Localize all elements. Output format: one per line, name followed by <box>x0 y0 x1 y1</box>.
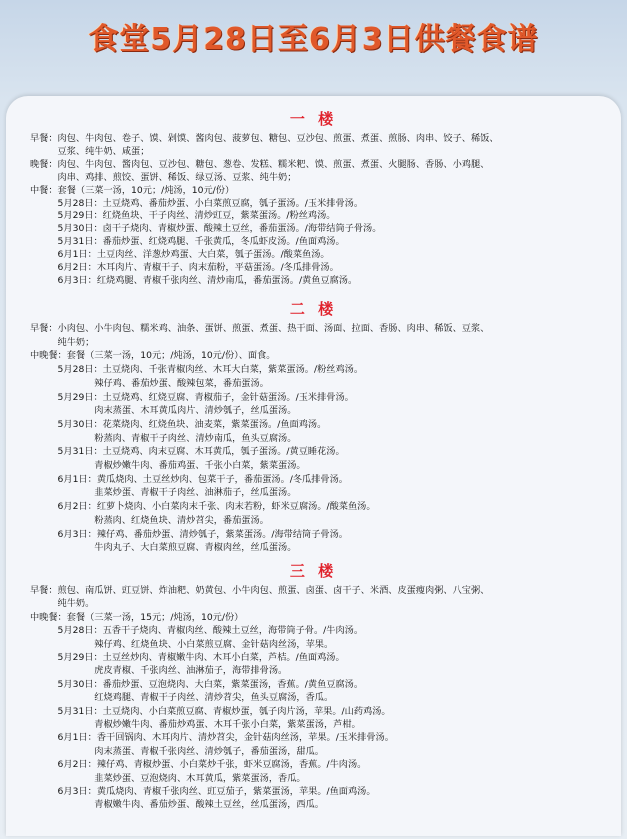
menu-line: 6月3日：辣仔鸡、番茄炒蛋、清炒瓠子，紫菜蛋汤。/海带结筒子骨汤。 <box>30 528 348 540</box>
menu-line: 青椒炒嫩牛肉、番茄炒鸡蛋、木耳千张小白菜，紫菜蛋汤，芦柑。 <box>30 719 361 730</box>
menu-line: 6月1日：土豆肉丝、洋葱炒鸡蛋、大白菜，瓠子蛋汤。/酸菜鱼汤。 <box>30 249 330 261</box>
menu-line: 5月29日：土豆烧鸡、红烧豆腐、青椒茄子，金针菇蛋汤。/玉米排骨汤。 <box>30 391 354 403</box>
menu-line: 6月3日：黄瓜烧肉、青椒千张肉丝、豇豆茄子，紫菜蛋汤，苹果。/鱼面鸡汤。 <box>30 786 376 797</box>
menu-line: 纯牛奶； <box>30 336 95 348</box>
menu-line: 6月2日：木耳肉片、青椒干子、肉末茄粉，平菇蛋汤。/冬瓜排骨汤。 <box>30 262 339 273</box>
menu-line: 5月28日：土豆烧肉、千张青椒肉丝、木耳大白菜，紫菜蛋汤。/粉丝鸡汤。 <box>30 364 364 376</box>
menu-line: 6月1日：香干回锅肉、木耳肉片、清炒苕尖，金针菇肉丝汤，苹果。/玉米排骨汤。 <box>30 732 394 744</box>
menu-line: 早餐：肉包、牛肉包、卷子、馍、剁馍、酱肉包、菠萝包、糖包、豆沙包、煎蛋、煮蛋、煎肠、肉串、饺子、稀饭、 <box>30 133 499 144</box>
floor-1-heading: 一 楼 <box>289 110 338 128</box>
menu-line: 5月29日：土豆丝炒肉、青椒嫩牛肉、木耳小白菜，芦桔。/鱼面鸡汤。 <box>30 652 345 663</box>
menu-line: 早餐：煎包、南瓜饼、豇豆饼、炸油粑、奶黄包、小牛肉包、煎蛋、卤蛋、卤干子、米酒、皮蛋瘦肉粥、八宝粥、 <box>30 585 490 596</box>
menu-line: 肉末蒸蛋、木耳黄瓜肉片、清炒瓠子，丝瓜蛋汤。 <box>30 405 297 417</box>
menu-line: 豆浆、纯牛奶、咸蛋； <box>30 145 150 157</box>
menu-line: 5月28日：五香干子烧肉、青椒肉丝、酸辣土豆丝，海带筒子骨。/牛肉汤。 <box>30 625 364 637</box>
menu-line: 6月1日：黄瓜烧肉、土豆丝炒肉、包菜干子，番茄蛋汤。/冬瓜排骨汤。 <box>30 473 348 485</box>
menu-line: 中晚餐：套餐（三菜一汤，10元；/炖汤，10元/份）、面食。 <box>30 350 276 362</box>
menu-line: 5月30日：番茄炒蛋、豆泡烧肉、大白菜，紫菜蛋汤，香蕉。/黄鱼豆腐汤。 <box>30 678 364 690</box>
floor-3-heading: 三 楼 <box>289 562 338 580</box>
menu-line: 5月30日：卤干子烧肉、青椒炒蛋、酸辣土豆丝，番茄蛋汤。/海带结筒子骨汤。 <box>30 223 382 235</box>
menu-line: 红烧鸡腿、青椒干子肉丝、清炒苕尖，鱼头豆腐汤，香瓜。 <box>30 692 334 704</box>
menu-line: 韭菜炒蛋、豆泡烧肉、木耳黄瓜，紫菜蛋汤，香瓜。 <box>30 772 306 784</box>
menu-line: 5月31日：番茄炒蛋、红烧鸡腿、千张黄瓜，冬瓜虾皮汤。/鱼面鸡汤。 <box>30 236 345 248</box>
menu-line: 5月31日：土豆烧鸡、肉末豆腐、木耳黄瓜，瓠子蛋汤。/黄豆睡花汤。 <box>30 446 345 458</box>
menu-line: 青椒嫩牛肉、番茄炒蛋、酸辣土豆丝，丝瓜蛋汤，西瓜。 <box>30 799 324 811</box>
menu-title: 食堂5月28日至6月3日供餐食谱 <box>88 22 539 57</box>
menu-line: 虎皮青椒、千张肉丝、油淋茄子，海带排骨汤。 <box>30 665 288 677</box>
menu-line: 牛肉丸子、大白菜煎豆腐、青椒肉丝，丝瓜蛋汤。 <box>30 542 297 554</box>
menu-line: 粉蒸肉、红烧鱼块、清炒苕尖，番茄蛋汤。 <box>30 514 269 526</box>
menu-line: 肉串、鸡排、煎饺、蛋饼、稀饭、绿豆汤、豆浆、纯牛奶； <box>30 171 297 183</box>
menu-line: 辣仔鸡、番茄炒蛋、酸辣包菜，番茄蛋汤。 <box>30 377 269 389</box>
menu-line: 6月3日：红烧鸡腿、青椒千张肉丝、清炒南瓜，番茄蛋汤。/黄鱼豆腐汤。 <box>30 274 358 286</box>
menu-line: 晚餐：肉包、牛肉包、酱肉包、豆沙包、糖包、葱卷、发糕、糯米粑、馍、煎蛋、煮蛋、火腿肠、香肠、小鸡腿、 <box>30 158 490 170</box>
menu-line: 早餐：小肉包、小牛肉包、糯米鸡、油条、蛋饼、煎蛋、煮蛋、热干面、汤面、拉面、香肠、肉串、稀饭、豆浆、 <box>30 323 490 334</box>
menu-line: 6月2日：红萝卜烧肉、小白菜肉末千张、肉末若粉，虾米豆腐汤。/酸菜鱼汤。 <box>30 501 376 513</box>
menu-line: 中晚餐：套餐（三菜一汤，15元；/炖汤，10元/份） <box>30 611 244 623</box>
menu-line: 中餐：套餐（三菜一汤，10元；/炖汤，10元/份） <box>30 184 235 196</box>
menu-line: 5月30日：花菜烧肉、红烧鱼块、油麦菜，紫菜蛋汤。/鱼面鸡汤。 <box>30 418 327 430</box>
menu-line: 5月31日：土豆烧肉、小白菜煎豆腐、青椒炒蛋，瓠子肉片汤，苹果。/山药鸡汤。 <box>30 705 391 717</box>
menu-line: 5月29日：红烧鱼块、干子肉丝、清炒豇豆，紫菜蛋汤。/粉丝鸡汤。 <box>30 210 336 222</box>
menu-line: 青椒炒嫩牛肉、番茄鸡蛋、千张小白菜，紫菜蛋汤。 <box>30 460 306 471</box>
menu-line: 纯牛奶。 <box>30 598 95 610</box>
menu-line: 5月28日：土豆烧鸡、番茄炒蛋、小白菜煎豆腐，瓠子蛋汤。/玉米排骨汤。 <box>30 197 364 209</box>
menu-line: 肉末蒸蛋、青椒千张肉丝、清炒瓠子，番茄蛋汤，甜瓜。 <box>30 745 324 757</box>
menu-line: 韭菜炒蛋、青椒干子肉丝、油淋茄子，丝瓜蛋汤。 <box>30 487 297 499</box>
menu-line: 6月2日：辣仔鸡、青椒炒蛋、小白菜炒千张，虾米豆腐汤，香蕉。/牛肉汤。 <box>30 759 367 771</box>
menu-line: 辣仔鸡、红烧鱼块、小白菜煎豆腐、金针菇肉丝汤，苹果。 <box>30 638 334 650</box>
floor-2-heading: 二 楼 <box>289 300 338 318</box>
menu-line: 粉蒸肉、青椒干子肉丝、清炒南瓜，鱼头豆腐汤。 <box>30 432 297 444</box>
